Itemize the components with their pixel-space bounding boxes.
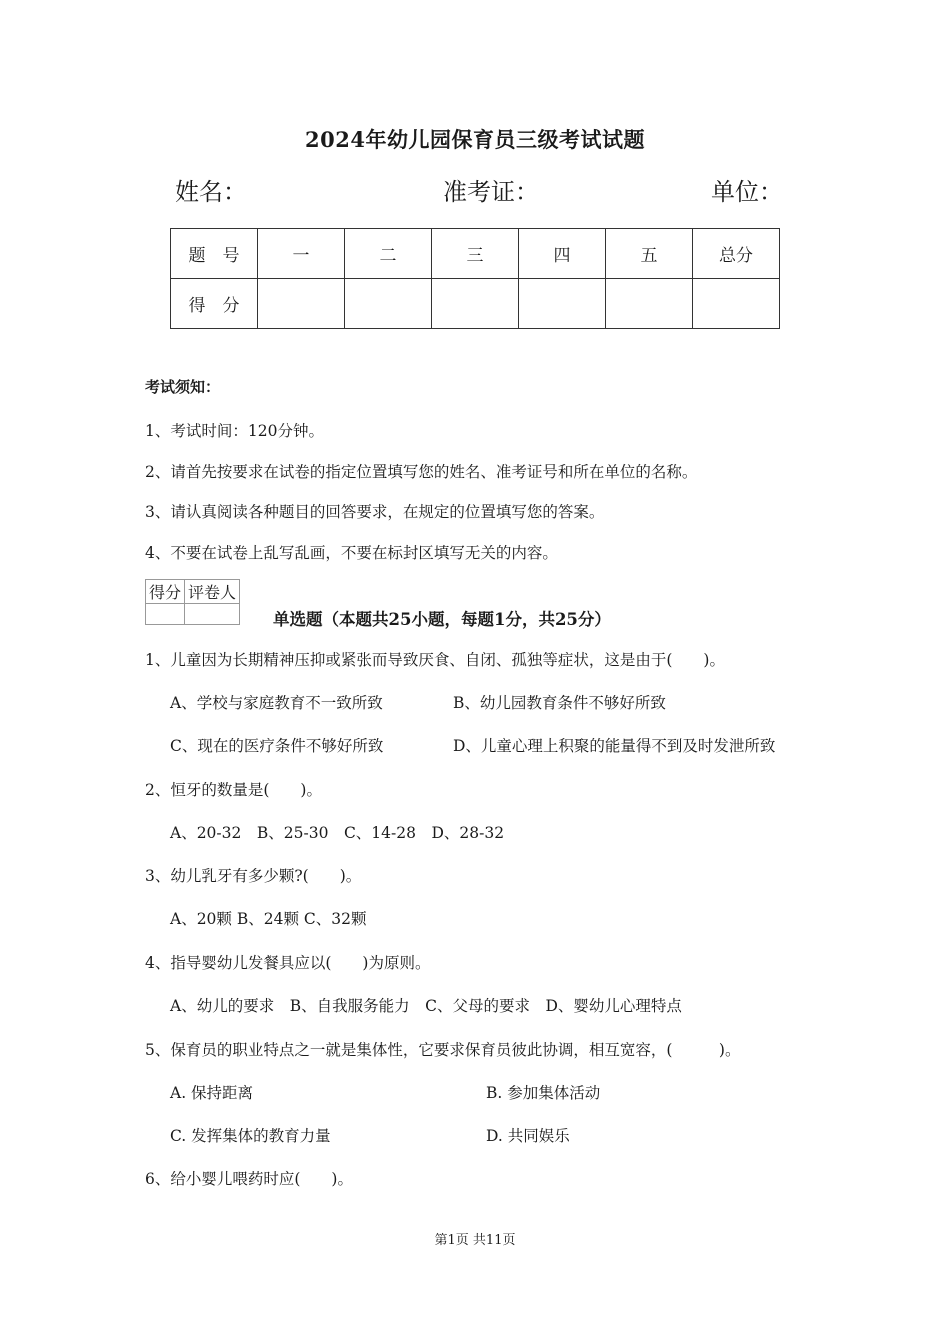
option-a: A、学校与家庭教育不一致所致 [170,694,383,712]
option-d: D. 共同娱乐 [486,1127,570,1145]
notice-heading: 考试须知： [145,378,221,396]
question-text: 6、给小婴儿喂药时应( )。 [145,1170,353,1188]
score-cell [258,279,345,329]
score-cell [432,279,519,329]
notice-item: 1、考试时间：120分钟。 [145,422,324,440]
option-b: B、幼儿园教育条件不够好所致 [453,694,666,712]
option-c: C. 发挥集体的教育力量 [170,1127,331,1145]
section-title: 单选题（本题共25小题，每题1分，共25分） [273,610,611,629]
score-header-cell: 二 [345,229,432,279]
question-text: 4、指导婴幼儿发餐具应以( )为原则。 [145,954,431,972]
question-options: A、20-32 B、25-30 C、14-28 D、28-32 [170,824,505,842]
option-d: D、儿童心理上积聚的能量得不到及时发泄所致 [453,737,776,755]
grader-reviewer-label: 评卷人 [185,580,240,604]
score-table-score-row [171,279,780,329]
score-header-cell: 一 [258,229,345,279]
score-table-header-row [171,229,780,279]
grader-box [145,579,240,625]
score-row-label: 得 分 [171,279,258,329]
grader-reviewer-cell [185,604,240,625]
score-cell [606,279,693,329]
score-header-cell: 题 号 [171,229,258,279]
exam-number-label: 准考证： [443,178,539,206]
score-header-cell: 三 [432,229,519,279]
unit-label: 单位： [711,178,783,206]
option-c: C、现在的医疗条件不够好所致 [170,737,384,755]
option-a: A. 保持距离 [170,1084,254,1102]
question-options: A、20颗 B、24颗 C、32颗 [170,910,367,928]
option-b: B. 参加集体活动 [486,1084,601,1102]
score-cell [519,279,606,329]
score-header-cell: 总分 [693,229,780,279]
question-text: 1、儿童因为长期精神压抑或紧张而导致厌食、自闭、孤独等症状，这是由于( )。 [145,651,725,669]
score-cell [693,279,780,329]
grader-score-cell [146,604,185,625]
score-table [170,228,780,329]
notice-item: 2、请首先按要求在试卷的指定位置填写您的姓名、准考证号和所在单位的名称。 [145,463,698,481]
page-title: 2024年幼儿园保育员三级考试试题 [305,127,645,152]
score-cell [345,279,432,329]
grader-score-label: 得分 [146,580,185,604]
question-options: A、幼儿的要求 B、自我服务能力 C、父母的要求 D、婴幼儿心理特点 [170,997,682,1015]
score-header-cell: 四 [519,229,606,279]
page-footer: 第1页 共11页 [434,1233,516,1248]
question-text: 5、保育员的职业特点之一就是集体性，它要求保育员彼此协调，相互宽容，( )。 [145,1041,741,1059]
question-text: 2、恒牙的数量是( )。 [145,781,322,799]
notice-item: 4、不要在试卷上乱写乱画，不要在标封区填写无关的内容。 [145,544,558,562]
question-text: 3、幼儿乳牙有多少颗?( )。 [145,867,362,885]
name-label: 姓名： [175,178,247,206]
score-header-cell: 五 [606,229,693,279]
notice-item: 3、请认真阅读各种题目的回答要求，在规定的位置填写您的答案。 [145,503,605,521]
